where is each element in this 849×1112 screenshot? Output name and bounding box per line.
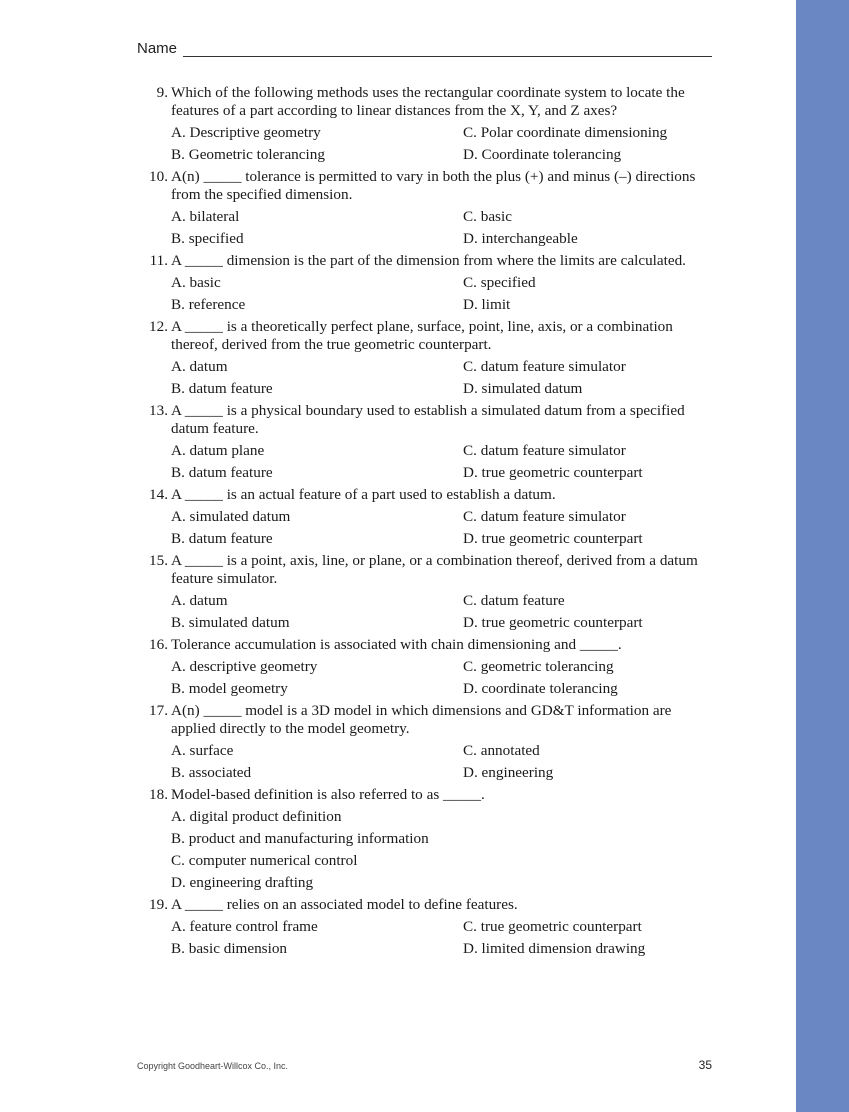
question-number: 9. <box>156 84 168 101</box>
answer-choice: A. datum plane <box>171 442 265 459</box>
answer-choice: A. basic <box>171 274 221 291</box>
answer-choice: A. simulated datum <box>171 508 291 525</box>
question-item <box>144 552 716 632</box>
answer-choice: A. descriptive geometry <box>171 658 318 675</box>
name-blank-line <box>183 42 712 57</box>
answer-choices <box>171 358 716 398</box>
question-text: A _____ relies on an associated model to define features. <box>171 896 518 913</box>
answer-choice: B. associated <box>171 764 252 781</box>
answer-choice: C. datum feature simulator <box>463 442 626 459</box>
question-text: A _____ is a theoretically perfect plane, surface, point, line, axis, or a combination thereof, derived from the true geometric counterpart. <box>171 318 673 353</box>
question-number: 18. <box>149 786 168 803</box>
answer-choice: C. datum feature simulator <box>463 358 626 375</box>
answer-choice: D. true geometric counterpart <box>463 530 643 547</box>
question-text: Model-based definition is also referred to as _____. <box>171 786 485 803</box>
question-text: Tolerance accumulation is associated with chain dimensioning and _____. <box>171 636 622 653</box>
name-label: Name <box>137 40 178 57</box>
answer-choice: D. limit <box>463 296 511 313</box>
question-text: A _____ is a physical boundary used to establish a simulated datum from a specified datum feature. <box>171 402 685 437</box>
answer-choice: D. engineering <box>463 764 554 781</box>
answer-choice: C. Polar coordinate dimensioning <box>463 124 668 141</box>
answer-choices <box>171 918 716 958</box>
answer-choice: C. annotated <box>463 742 540 759</box>
answer-choice: C. basic <box>463 208 512 225</box>
question-number: 14. <box>149 486 168 503</box>
answer-choice: D. Coordinate tolerancing <box>463 146 622 163</box>
answer-choice: A. digital product definition <box>171 808 342 825</box>
question-item <box>144 402 716 482</box>
answer-choice: A. Descriptive geometry <box>171 124 321 141</box>
question-item <box>144 896 716 958</box>
answer-choice: B. specified <box>171 230 244 247</box>
question-item <box>144 786 716 892</box>
answer-choices <box>171 442 716 482</box>
question-item <box>144 252 716 314</box>
page-number: 35 <box>698 1058 712 1072</box>
question-item <box>144 318 716 398</box>
blue-side-bar <box>796 0 849 1112</box>
answer-choice: B. datum feature <box>171 530 273 547</box>
answer-choice: D. true geometric counterpart <box>463 614 643 631</box>
answer-choice: A. datum <box>171 358 228 375</box>
answer-choice: A. datum <box>171 592 228 609</box>
question-item <box>144 168 716 248</box>
answer-choice: C. specified <box>463 274 536 291</box>
question-number: 11. <box>149 252 168 269</box>
answer-choice: D. true geometric counterpart <box>463 464 643 481</box>
answer-choice: B. datum feature <box>171 464 273 481</box>
answer-choices <box>171 742 716 782</box>
question-number: 10. <box>149 168 168 185</box>
copyright-notice: Copyright Goodheart-Willcox Co., Inc. <box>137 1061 289 1071</box>
answer-choice: C. true geometric counterpart <box>463 918 642 935</box>
answer-choices <box>171 274 716 314</box>
answer-choice: C. computer numerical control <box>171 852 358 869</box>
question-text: A _____ is a point, axis, line, or plane, or a combination thereof, derived from a datum feature simulator. <box>171 552 698 587</box>
question-number: 12. <box>149 318 168 335</box>
answer-choice: D. interchangeable <box>463 230 578 247</box>
question-text: Which of the following methods uses the rectangular coordinate system to locate the features of a part according to linear distances from the X, Y, and Z axes? <box>171 84 685 119</box>
question-item <box>144 702 716 782</box>
answer-choice: D. engineering drafting <box>171 874 314 891</box>
question-item <box>144 636 716 698</box>
answer-choice: A. feature control frame <box>171 918 318 935</box>
question-number: 13. <box>149 402 168 419</box>
question-item <box>144 486 716 548</box>
question-text: A _____ is an actual feature of a part used to establish a datum. <box>171 486 556 503</box>
answer-choices <box>171 208 716 248</box>
question-text: A(n) _____ model is a 3D model in which dimensions and GD&T information are applied directly to the model geometry. <box>171 702 672 737</box>
answer-choice: A. bilateral <box>171 208 240 225</box>
answer-choices <box>171 808 716 892</box>
answer-choice: B. simulated datum <box>171 614 290 631</box>
question-text: A _____ dimension is the part of the dimension from where the limits are calculated. <box>171 252 686 269</box>
answer-choices <box>171 124 716 164</box>
question-number: 15. <box>149 552 168 569</box>
answer-choice: D. coordinate tolerancing <box>463 680 618 697</box>
answer-choice: C. datum feature <box>463 592 565 609</box>
name-field <box>137 40 712 57</box>
question-text: A(n) _____ tolerance is permitted to vary in both the plus (+) and minus (–) directions from the specified dimension. <box>171 168 696 203</box>
question-list <box>144 84 716 962</box>
answer-choice: C. geometric tolerancing <box>463 658 614 675</box>
answer-choice: B. basic dimension <box>171 940 288 957</box>
answer-choice: B. datum feature <box>171 380 273 397</box>
answer-choice: B. reference <box>171 296 246 313</box>
question-item <box>144 84 716 164</box>
answer-choice: D. limited dimension drawing <box>463 940 646 957</box>
answer-choice: D. simulated datum <box>463 380 583 397</box>
question-number: 19. <box>149 896 168 913</box>
answer-choice: C. datum feature simulator <box>463 508 626 525</box>
answer-choice: B. product and manufacturing information <box>171 830 429 847</box>
answer-choice: B. model geometry <box>171 680 288 697</box>
answer-choice: A. surface <box>171 742 234 759</box>
question-number: 16. <box>149 636 168 653</box>
answer-choices <box>171 592 716 632</box>
answer-choices <box>171 508 716 548</box>
question-number: 17. <box>149 702 168 719</box>
answer-choice: B. Geometric tolerancing <box>171 146 325 163</box>
answer-choices <box>171 658 716 698</box>
